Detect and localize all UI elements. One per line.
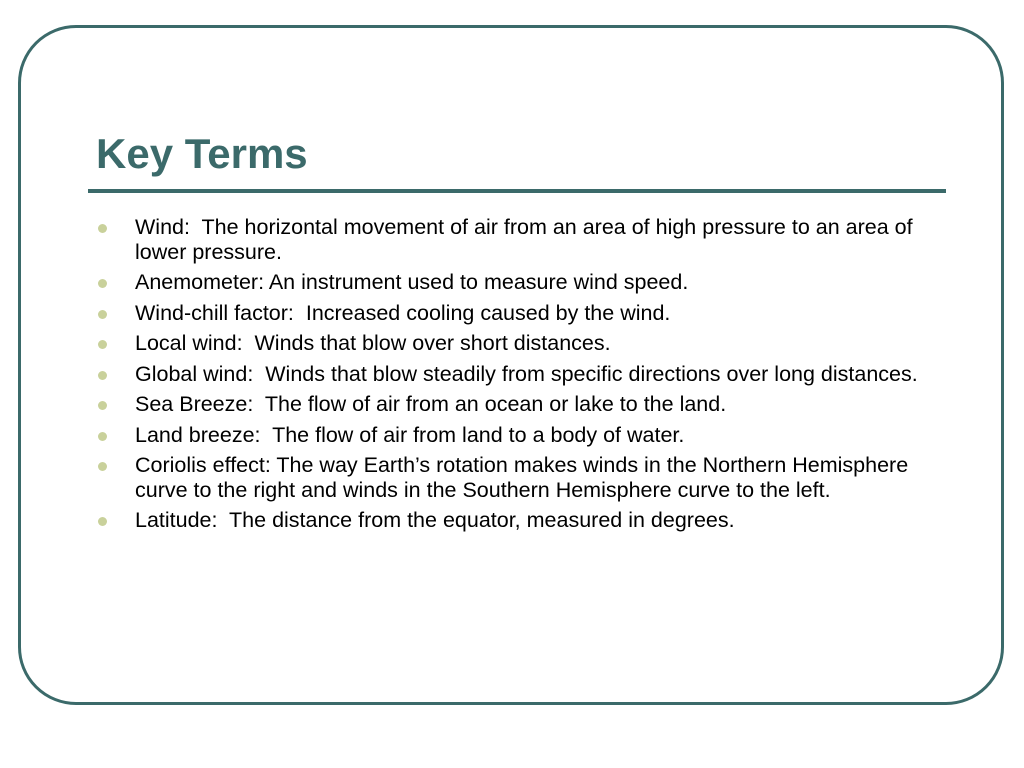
term-text: Sea Breeze: The flow of air from an ocean or lake to the land. (135, 392, 727, 416)
term-text: Latitude: The distance from the equator, measured in degrees. (135, 508, 735, 532)
bullet-icon (98, 279, 107, 288)
term-text: Global wind: Winds that blow steadily from specific directions over long distances. (135, 361, 918, 386)
list-item (96, 508, 936, 533)
term-text: Wind: The horizontal movement of air from an area of high pressure to an area of lower pressure. (135, 215, 919, 264)
list-item (96, 270, 936, 295)
bullet-icon (98, 401, 107, 410)
term-text: Wind-chill factor: Increased cooling caused by the wind. (135, 300, 671, 325)
bullet-icon (98, 462, 107, 471)
list-item (96, 301, 936, 326)
slide-title: Key Terms (96, 130, 308, 177)
list-item (96, 392, 936, 417)
bullet-icon (98, 371, 107, 380)
bullet-icon (98, 432, 107, 441)
bullet-icon (98, 224, 107, 233)
key-terms-list (96, 215, 936, 539)
list-item (96, 362, 936, 387)
bullet-icon (98, 310, 107, 319)
term-text: Land breeze: The flow of air from land to a body of water. (135, 422, 685, 447)
term-text: Local wind: Winds that blow over short distances. (135, 331, 611, 355)
bullet-icon (98, 517, 107, 526)
term-text: Anemometer: An instrument used to measure wind speed. (135, 270, 689, 294)
list-item (96, 331, 936, 356)
list-item (96, 423, 936, 448)
bullet-icon (98, 340, 107, 349)
term-text: Coriolis effect: The way Earth’s rotation makes winds in the Northern Hemisphere curve to the right and winds in the Southern Hemisphere curve to the left. (135, 453, 915, 502)
list-item (96, 215, 936, 264)
list-item (96, 453, 936, 502)
title-divider (88, 189, 946, 193)
